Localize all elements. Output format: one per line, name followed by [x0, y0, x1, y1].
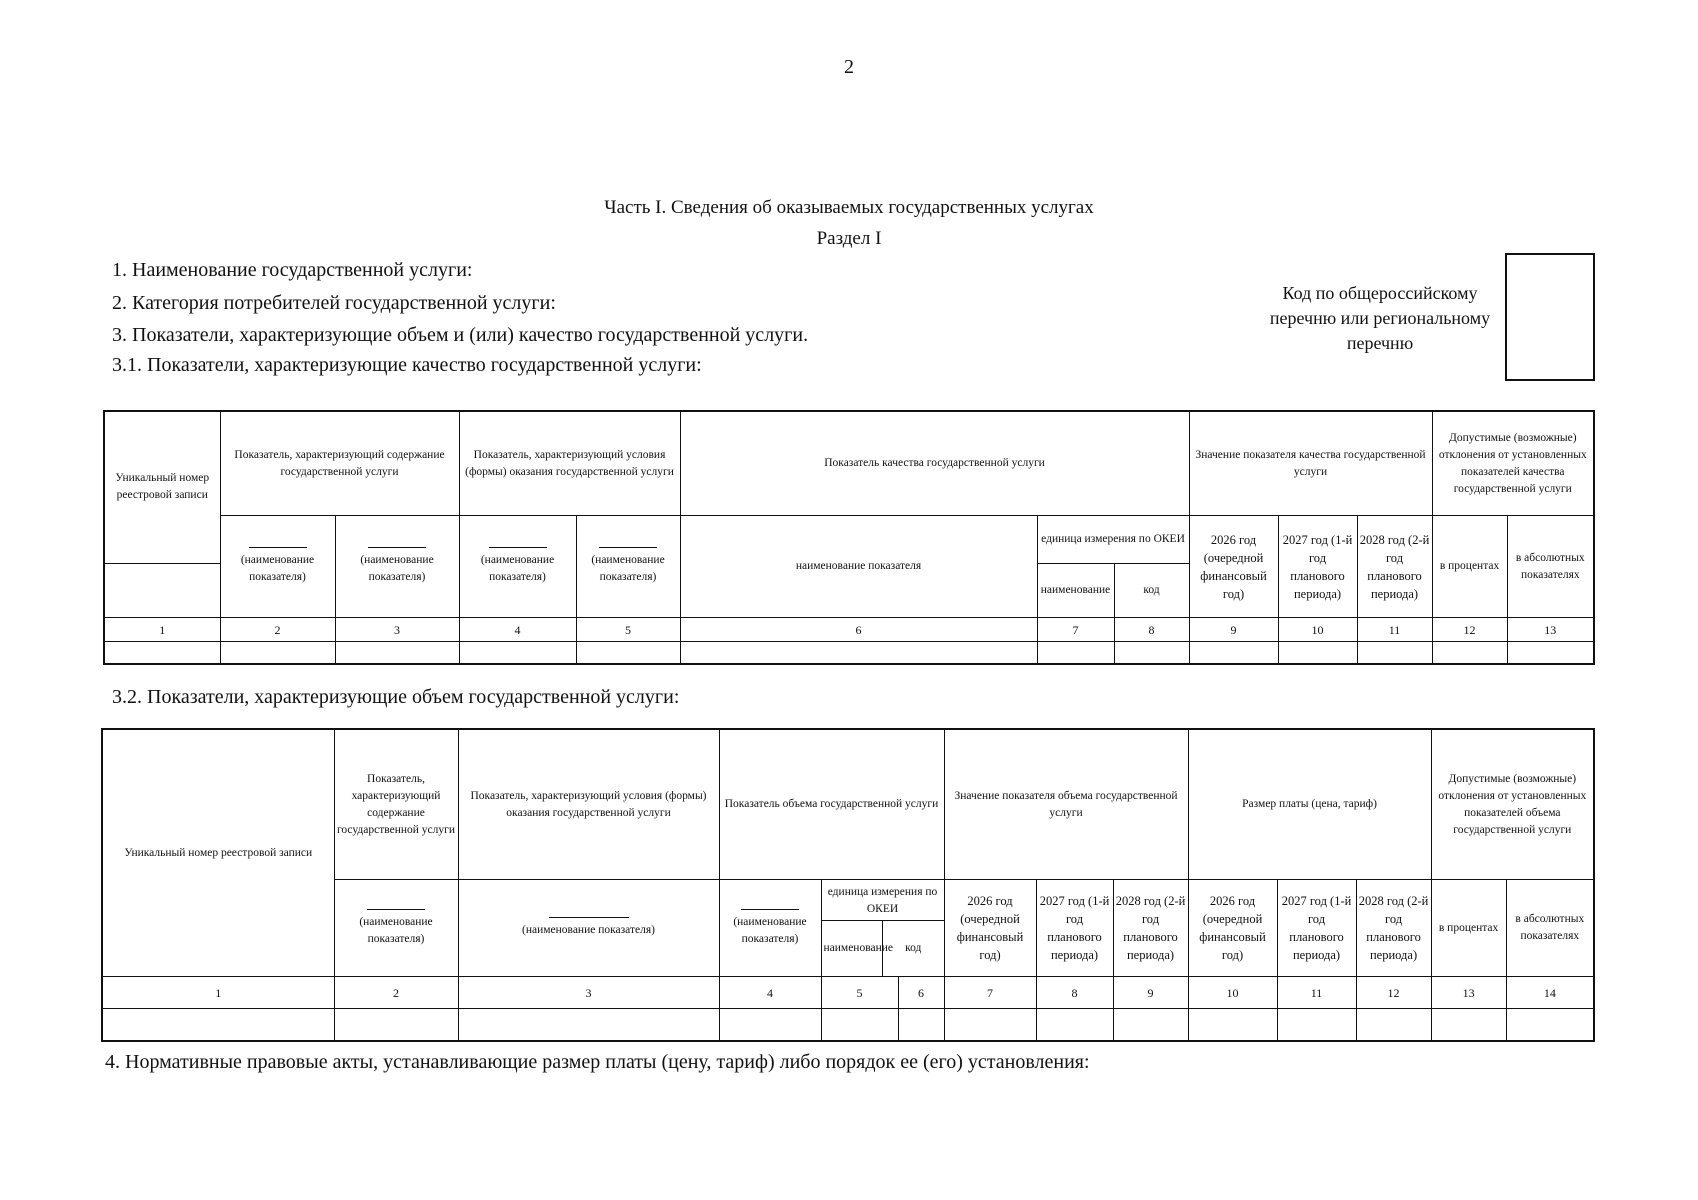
column-number: 2 [220, 618, 335, 642]
column-number: 5 [821, 977, 898, 1009]
subheader-absolute: в абсолютных показателях [1507, 516, 1594, 618]
column-number: 1 [104, 618, 220, 642]
empty-cell [898, 1009, 944, 1041]
subheader-unit-name: наименование [1037, 563, 1114, 617]
header-unique-number: Уникальный номер реестровой записи [104, 411, 220, 563]
quality-indicators-table [103, 410, 1595, 665]
column-number: 12 [1432, 618, 1507, 642]
part-title: Часть I. Сведения об оказываемых государственных услугах [604, 197, 1094, 218]
empty-cell [334, 1009, 458, 1041]
empty-cell [1432, 642, 1507, 664]
empty-cell [220, 642, 335, 664]
subheader-year-2026: 2026 год (очередной финансовый год) [1189, 516, 1278, 618]
item-volume-indicators: 3.2. Показатели, характеризующие объем государственной услуги: [112, 686, 680, 708]
column-number: 10 [1188, 977, 1277, 1009]
subheader-indicator-name: (наименование показателя) [334, 880, 458, 977]
column-number: 13 [1507, 618, 1594, 642]
column-number: 3 [335, 618, 459, 642]
empty-cell [1189, 642, 1278, 664]
header-unique-number-cont [104, 563, 220, 617]
subheader-quality-indicator-name: наименование показателя [680, 516, 1037, 618]
header-conditions-indicator: Показатель, характеризующий условия (формы) оказания государственной услуги [459, 411, 680, 516]
empty-cell [1431, 1009, 1506, 1041]
empty-cell [1506, 1009, 1594, 1041]
empty-cell [576, 642, 680, 664]
empty-cell [1037, 642, 1114, 664]
header-fee-size: Размер платы (цена, тариф) [1188, 729, 1431, 880]
subheader-fee-2026: 2026 год (очередной финансовый год) [1188, 880, 1277, 977]
subheader-unit-name: наименование [822, 921, 883, 976]
column-number: 8 [1036, 977, 1113, 1009]
subheader-absolute: в абсолютных показателях [1506, 880, 1594, 977]
empty-cell [1113, 1009, 1188, 1041]
empty-cell [1357, 642, 1432, 664]
subheader-unit-code: код [905, 942, 922, 954]
page-number: 2 [844, 56, 854, 78]
item-quality-indicators: 3.1. Показатели, характеризующие качество государственной услуги: [112, 354, 702, 376]
empty-cell [1507, 642, 1594, 664]
header-content-indicator: Показатель, характеризующий содержание государственной услуги [220, 411, 459, 516]
column-number: 3 [458, 977, 719, 1009]
empty-cell [821, 1009, 898, 1041]
subheader-okei-unit: единица измерения по ОКЕИ [822, 881, 944, 921]
column-number: 8 [1114, 618, 1189, 642]
column-number: 11 [1357, 618, 1432, 642]
header-unique-number: Уникальный номер реестровой записи [102, 729, 334, 977]
subheader-year-2028: 2028 год (2-й год планового периода) [1113, 880, 1188, 977]
header-quality-indicator: Показатель качества государственной услуги [680, 411, 1189, 516]
empty-cell [104, 642, 220, 664]
column-number: 12 [1356, 977, 1431, 1009]
subheader-indicator-name: (наименование показателя) [459, 516, 576, 618]
subheader-year-2026: 2026 год (очередной финансовый год) [944, 880, 1036, 977]
column-number: 13 [1431, 977, 1506, 1009]
column-number: 9 [1113, 977, 1188, 1009]
column-number: 14 [1506, 977, 1594, 1009]
item-service-name: 1. Наименование государственной услуги: [112, 259, 473, 281]
column-number: 2 [334, 977, 458, 1009]
column-number: 5 [576, 618, 680, 642]
subheader-okei-unit: единица измерения по ОКЕИ [1037, 516, 1189, 563]
subheader-indicator-name: (наименование показателя) [719, 880, 821, 977]
subheader-indicator-name: (наименование показателя) [576, 516, 680, 618]
empty-cell [719, 1009, 821, 1041]
column-number: 9 [1189, 618, 1278, 642]
subheader-percent: в процентах [1432, 516, 1507, 618]
subheader-okei-unit-block [821, 880, 944, 977]
empty-cell [1188, 1009, 1277, 1041]
empty-cell [1277, 1009, 1356, 1041]
column-number: 10 [1278, 618, 1357, 642]
volume-indicators-table [101, 728, 1595, 1042]
subheader-indicator-name: (наименование показателя) [458, 880, 719, 977]
header-quality-value: Значение показателя качества государственной услуги [1189, 411, 1432, 516]
item-regulatory-acts: 4. Нормативные правовые акты, устанавливающие размер платы (цену, тариф) либо порядок ее (его) установления: [105, 1051, 1090, 1073]
empty-cell [1356, 1009, 1431, 1041]
column-number: 7 [1037, 618, 1114, 642]
subheader-year-2027: 2027 год (1-й год планового периода) [1036, 880, 1113, 977]
empty-cell [102, 1009, 334, 1041]
section-title: Раздел I [816, 228, 882, 249]
column-number: 11 [1277, 977, 1356, 1009]
subheader-year-2027: 2027 год (1-й год планового периода) [1278, 516, 1357, 618]
subheader-year-2028: 2028 год (2-й год планового периода) [1357, 516, 1432, 618]
header-volume-indicator: Показатель объема государственной услуги [719, 729, 944, 880]
column-number: 6 [898, 977, 944, 1009]
subheader-indicator-name: (наименование показателя) [335, 516, 459, 618]
empty-cell [459, 642, 576, 664]
empty-cell [458, 1009, 719, 1041]
empty-cell [335, 642, 459, 664]
empty-cell [1278, 642, 1357, 664]
subheader-unit-code: код [1114, 563, 1189, 617]
subheader-percent: в процентах [1431, 880, 1506, 977]
code-box [1505, 253, 1595, 381]
empty-cell [944, 1009, 1036, 1041]
subheader-indicator-name: (наименование показателя) [220, 516, 335, 618]
subheader-fee-2027: 2027 год (1-й год планового периода) [1277, 880, 1356, 977]
column-number: 6 [680, 618, 1037, 642]
header-conditions-indicator: Показатель, характеризующий условия (формы) оказания государственной услуги [458, 729, 719, 880]
item-consumer-category: 2. Категория потребителей государственной услуги: [112, 292, 556, 314]
empty-cell [680, 642, 1037, 664]
column-number: 7 [944, 977, 1036, 1009]
item-indicators: 3. Показатели, характеризующие объем и (или) качество государственной услуги. [112, 324, 809, 346]
empty-cell [1036, 1009, 1113, 1041]
header-volume-value: Значение показателя объема государственной услуги [944, 729, 1188, 880]
subheader-fee-2028: 2028 год (2-й год планового периода) [1356, 880, 1431, 977]
column-number: 4 [459, 618, 576, 642]
empty-cell [1114, 642, 1189, 664]
column-number: 1 [102, 977, 334, 1009]
column-number: 4 [719, 977, 821, 1009]
header-allowed-deviation: Допустимые (возможные) отклонения от установленных показателей объема государственной услуги [1431, 729, 1594, 880]
header-content-indicator: Показатель, характеризующий содержание государственной услуги [334, 729, 458, 880]
header-allowed-deviation: Допустимые (возможные) отклонения от установленных показателей качества государственной услуги [1432, 411, 1594, 516]
code-label: Код по общероссийскому перечню или региональному перечню [1269, 283, 1491, 353]
